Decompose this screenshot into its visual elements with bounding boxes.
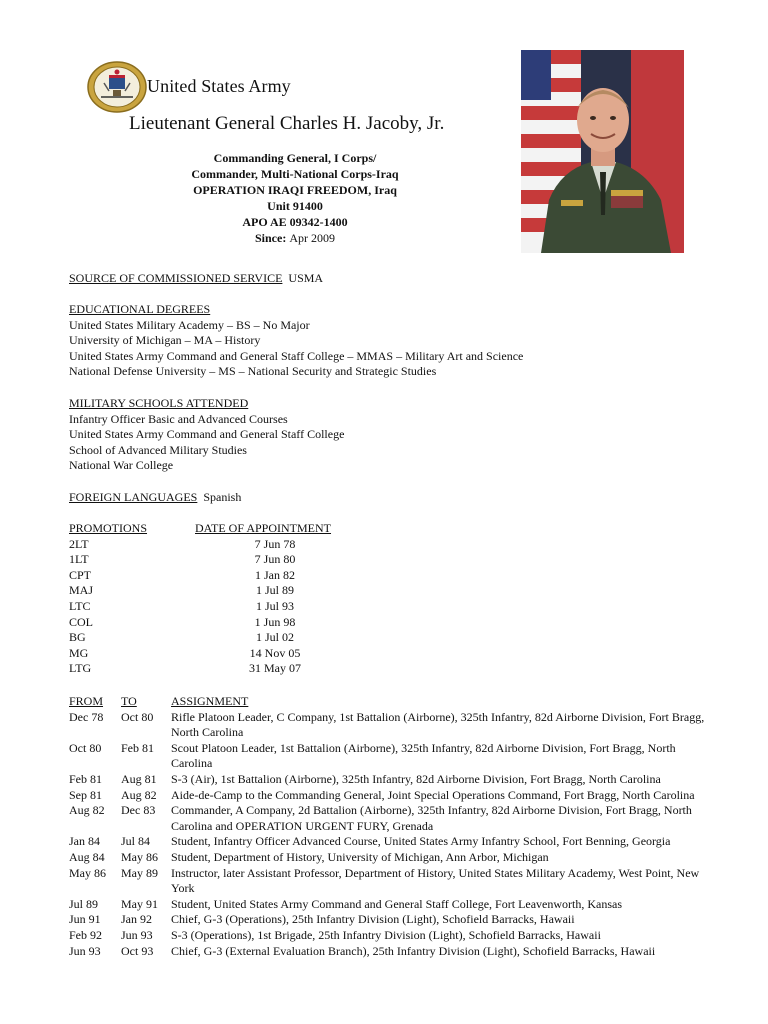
assignment-cell: Student, Infantry Officer Advanced Course, United States Army Infantry School, Fort Benning, Georgia — [171, 834, 671, 849]
table-row — [69, 897, 709, 913]
table-row — [69, 866, 709, 897]
to-cell: Jul 84 — [121, 834, 151, 849]
organization-title: United States Army — [147, 76, 291, 96]
rank-cell: COL — [69, 614, 93, 629]
assignment-cell: Aide-de-Camp to the Commanding General, Joint Special Operations Command, Fort Bragg, North Carolina — [171, 787, 695, 802]
from-cell: Feb 92 — [69, 927, 102, 942]
date-cell: 1 Jul 02 — [255, 630, 294, 645]
list-item: University of Michigan – MA – History — [69, 333, 261, 348]
table-row — [69, 537, 369, 553]
assignment-cell: Chief, G-3 (Operations), 25th Infantry Division (Light), Schofield Barracks, Hawaii — [171, 912, 575, 927]
position-line: OPERATION IRAQI FREEDOM, Iraq — [193, 183, 397, 197]
section-heading: EDUCATIONAL DEGREES — [69, 302, 211, 316]
date-cell: 7 Jun 78 — [254, 536, 296, 551]
list-item: United States Army Command and General Staff College — [69, 427, 345, 442]
table-row — [69, 568, 369, 584]
to-cell: Oct 80 — [121, 709, 154, 724]
military-schools-section — [69, 396, 344, 474]
table-row — [69, 944, 709, 960]
table-row — [69, 661, 369, 677]
to-cell: Dec 83 — [121, 803, 156, 818]
date-cell: 1 Jul 89 — [255, 583, 294, 598]
army-seal-logo — [87, 61, 147, 113]
table-row — [69, 710, 709, 741]
position-block — [170, 150, 420, 246]
list-item: Infantry Officer Basic and Advanced Courses — [69, 411, 288, 426]
assignment-cell: Instructor, later Assistant Professor, Department of History, United States Military Academy, West Point, New York — [171, 865, 700, 896]
rank-cell: 2LT — [69, 536, 89, 551]
table-row — [69, 772, 709, 788]
to-cell: Jan 92 — [121, 912, 152, 927]
officer-name: Lieutenant General Charles H. Jacoby, Jr. — [129, 113, 445, 134]
list-item: National War College — [69, 458, 174, 473]
table-row — [69, 630, 369, 646]
from-cell: Dec 78 — [69, 709, 104, 724]
assignment-cell: Student, United States Army Command and General Staff College, Fort Leavenworth, Kansas — [171, 896, 623, 911]
from-cell: Sep 81 — [69, 787, 102, 802]
from-cell: Jul 89 — [69, 896, 99, 911]
section-heading: FOREIGN LANGUAGES — [69, 490, 198, 504]
list-item: United States Army Command and General Staff College – MMAS – Military Art and Science — [69, 348, 524, 363]
languages-section — [69, 490, 241, 506]
rank-cell: 1LT — [69, 552, 89, 567]
since-label: Since: — [254, 231, 287, 245]
list-item: School of Advanced Military Studies — [69, 442, 247, 457]
rank-cell: MG — [69, 645, 89, 660]
section-heading: SOURCE OF COMMISSIONED SERVICE — [69, 271, 283, 285]
date-cell: 1 Jan 82 — [255, 567, 295, 582]
table-row — [69, 912, 709, 928]
commission-source-value: USMA — [288, 271, 324, 285]
table-row — [69, 788, 709, 804]
column-header: FROM — [69, 694, 104, 708]
section-heading: MILITARY SCHOOLS ATTENDED — [69, 396, 249, 410]
table-row — [69, 834, 709, 850]
assignment-header-label: ASSIGNMENT — [171, 694, 249, 708]
table-row — [69, 928, 709, 944]
table-header-row — [69, 694, 709, 710]
rank-cell: LTC — [69, 598, 91, 613]
column-header: PROMOTIONS — [69, 521, 148, 535]
commission-source-section — [69, 271, 323, 287]
date-cell: 14 Nov 05 — [249, 645, 301, 660]
assignment-cell: S-3 (Operations), 1st Brigade, 25th Infantry Division (Light), Schofield Barracks, Hawaii — [171, 927, 601, 942]
column-header — [171, 694, 709, 710]
table-row — [69, 803, 709, 834]
to-cell: Jun 93 — [121, 927, 153, 942]
assignment-cell: Commander, A Company, 2d Battalion (Airborne), 325th Infantry, 82d Airborne Division, Fort Bragg, North Carolina and OPERATION URGENT FURY, Grenada — [171, 803, 692, 833]
rank-cell: MAJ — [69, 583, 94, 598]
table-row — [69, 552, 369, 568]
to-cell: Oct 93 — [121, 943, 154, 958]
since-value: Apr 2009 — [289, 231, 335, 245]
to-cell: Aug 82 — [121, 787, 157, 802]
to-cell: May 91 — [121, 896, 158, 911]
position-line: APO AE 09342-1400 — [242, 215, 348, 229]
to-cell: May 89 — [121, 865, 158, 880]
to-cell: Feb 81 — [121, 740, 154, 755]
from-cell: Jun 91 — [69, 912, 101, 927]
table-row — [69, 741, 709, 772]
table-row — [69, 615, 369, 631]
assignment-cell: Chief, G-3 (External Evaluation Branch), 25th Infantry Division (Light), Schofield Barracks, Hawaii — [171, 943, 656, 958]
to-cell: Aug 81 — [121, 771, 157, 786]
from-cell: Feb 81 — [69, 771, 102, 786]
list-item: United States Military Academy – BS – No Major — [69, 317, 310, 332]
officer-portrait — [521, 50, 684, 253]
column-header: TO — [121, 694, 137, 708]
language-value: Spanish — [203, 490, 242, 504]
date-cell: 1 Jul 93 — [255, 598, 294, 613]
from-cell: Jan 84 — [69, 834, 100, 849]
from-cell: Jun 93 — [69, 943, 101, 958]
table-row — [69, 583, 369, 599]
assignment-cell: S-3 (Air), 1st Battalion (Airborne), 325th Infantry, 82d Airborne Division, Fort Bragg, North Carolina — [171, 771, 661, 786]
from-cell: Aug 84 — [69, 849, 105, 864]
table-row — [69, 599, 369, 615]
assignment-cell: Student, Department of History, University of Michigan, Ann Arbor, Michigan — [171, 849, 549, 864]
from-cell: Aug 82 — [69, 803, 105, 818]
assignments-table — [69, 694, 709, 959]
since-line — [170, 230, 420, 246]
date-cell: 7 Jun 80 — [254, 552, 296, 567]
rank-cell: BG — [69, 630, 86, 645]
date-cell: 31 May 07 — [249, 661, 301, 676]
date-cell: 1 Jun 98 — [254, 614, 296, 629]
column-header: DATE OF APPOINTMENT — [195, 521, 332, 535]
assignment-cell: Scout Platoon Leader, 1st Battalion (Airborne), 325th Infantry, 82d Airborne Division, Fort Bragg, North Carolina — [171, 740, 676, 771]
promotions-table — [69, 521, 369, 677]
position-line: Unit 91400 — [267, 199, 323, 213]
position-line: Commanding General, I Corps/ — [213, 151, 377, 165]
list-item: National Defense University – MS – National Security and Strategic Studies — [69, 364, 437, 379]
table-row — [69, 850, 709, 866]
rank-cell: CPT — [69, 567, 92, 582]
table-row — [69, 646, 369, 662]
to-cell: May 86 — [121, 849, 158, 864]
table-header-row — [69, 521, 369, 537]
assignment-cell: Rifle Platoon Leader, C Company, 1st Battalion (Airborne), 325th Infantry, 82d Airborne Division, Fort Bragg, North Carolina — [171, 709, 705, 740]
position-line: Commander, Multi-National Corps-Iraq — [191, 167, 399, 181]
rank-cell: LTG — [69, 661, 92, 676]
from-cell: May 86 — [69, 865, 106, 880]
from-cell: Oct 80 — [69, 740, 102, 755]
education-section — [69, 302, 523, 380]
